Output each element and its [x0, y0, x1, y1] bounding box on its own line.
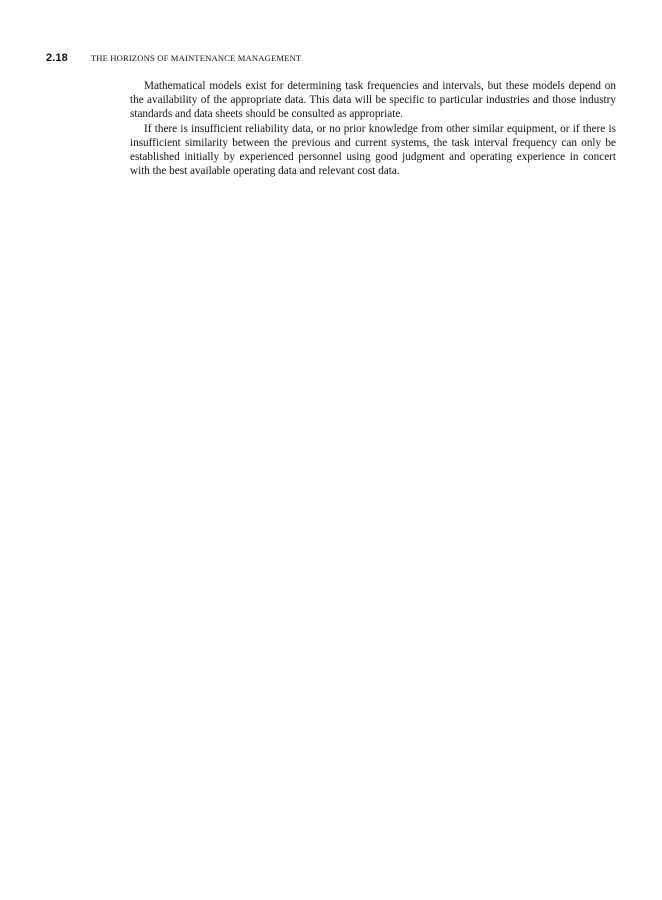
running-title: THE HORIZONS OF MAINTENANCE MANAGEMENT	[90, 53, 302, 63]
body-text	[130, 79, 616, 178]
paragraph-insufficient-data: If there is insufficient reliability data, or no prior knowledge from other similar equipment, or if there is insufficient similarity between the previous and current systems, the task interval frequency can only be established initially by experienced personnel using good judgment and operating experience in concert with the best available operating data and relevant cost data.	[130, 122, 616, 178]
page-number: 2.18	[46, 52, 68, 64]
running-head	[46, 48, 626, 62]
paragraph-task-frequency-models: Mathematical models exist for determining task frequencies and intervals, but these models depend on the availability of the appropriate data. This data will be specific to particular industries and those industry standards and data sheets should be consulted as appropriate.	[130, 80, 616, 121]
